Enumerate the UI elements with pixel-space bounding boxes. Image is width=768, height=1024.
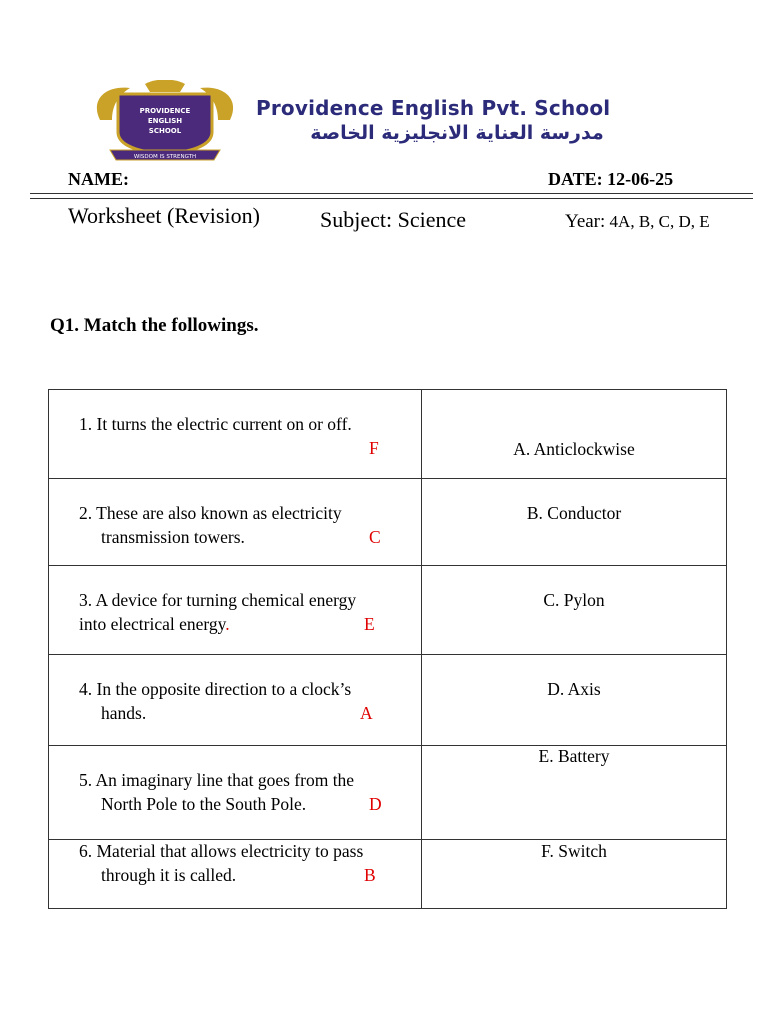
statement-cell — [49, 566, 422, 655]
subject-label: Subject: — [320, 207, 393, 232]
answer-letter: E — [364, 614, 375, 634]
statement-text: 5. An imaginary line that goes from the — [79, 770, 355, 790]
statement-text: 2. These are also known as electricity — [79, 503, 342, 523]
answer-letter: C — [369, 527, 381, 547]
logo-motto: WISDOM IS STRENGTH — [133, 154, 197, 160]
option-cell — [422, 390, 727, 479]
table-row — [49, 390, 727, 479]
option-cell — [422, 479, 727, 566]
subject — [320, 207, 466, 233]
table-row — [49, 479, 727, 566]
school-logo — [90, 80, 240, 162]
answer-letter: D — [369, 794, 382, 814]
logo-line-1: PROVIDENCE — [139, 107, 191, 115]
option-text: C. Pylon — [543, 590, 605, 610]
statement-text-cont: hands. — [101, 703, 147, 723]
table-row — [49, 746, 727, 840]
table-row — [49, 655, 727, 746]
logo-line-2: ENGLISH — [147, 117, 183, 125]
statement-cell — [49, 390, 422, 479]
answer-letter: B — [364, 865, 376, 885]
option-text: B. Conductor — [526, 503, 622, 523]
option-cell — [422, 655, 727, 746]
option-text: F. Switch — [541, 841, 607, 861]
subject-value: Science — [397, 207, 467, 232]
option-cell — [422, 840, 727, 909]
option-cell — [422, 566, 727, 655]
table-row — [49, 840, 727, 909]
answer-letter: F — [369, 438, 379, 458]
logo-line-3: SCHOOL — [148, 127, 182, 135]
option-text: A. Anticlockwise — [513, 439, 635, 459]
question-title: Q1. Match the followings. — [50, 315, 259, 336]
school-name-arabic: مدرسة العناية الانجليزية الخاصة — [310, 122, 604, 144]
statement-cell — [49, 479, 422, 566]
statement-text: 4. In the opposite direction to a clock’s — [79, 679, 352, 699]
year — [565, 211, 710, 233]
statement-text-cont: through it is called. — [101, 865, 237, 885]
school-name-english: Providence English Pvt. School — [256, 96, 611, 120]
date-label: DATE: 12-06-25 — [548, 169, 674, 189]
header-divider-bottom — [30, 198, 753, 199]
statement-cell — [49, 746, 422, 840]
option-text: D. Axis — [547, 679, 601, 699]
statement-cell — [49, 840, 422, 909]
name-label: NAME: — [68, 169, 129, 189]
statement-cell — [49, 655, 422, 746]
statement-text-cont: into electrical energy. — [79, 614, 230, 634]
statement-text: 1. It turns the electric current on or off. — [79, 414, 352, 434]
statement-text: 3. A device for turning chemical energy — [79, 590, 357, 610]
option-text: E. Battery — [538, 746, 610, 766]
answer-letter: A — [360, 703, 373, 723]
table-row — [49, 566, 727, 655]
statement-text-cont: North Pole to the South Pole. — [101, 794, 307, 814]
year-value: 4A, B, C, D, E — [605, 212, 710, 231]
statement-text: 6. Material that allows electricity to pass — [79, 841, 364, 861]
option-cell — [422, 746, 727, 840]
worksheet-title: Worksheet (Revision) — [68, 203, 260, 228]
matching-table — [48, 389, 727, 909]
year-label: Year: — [565, 211, 606, 232]
statement-text-cont: transmission towers. — [101, 527, 245, 547]
header-divider-top — [30, 193, 753, 194]
